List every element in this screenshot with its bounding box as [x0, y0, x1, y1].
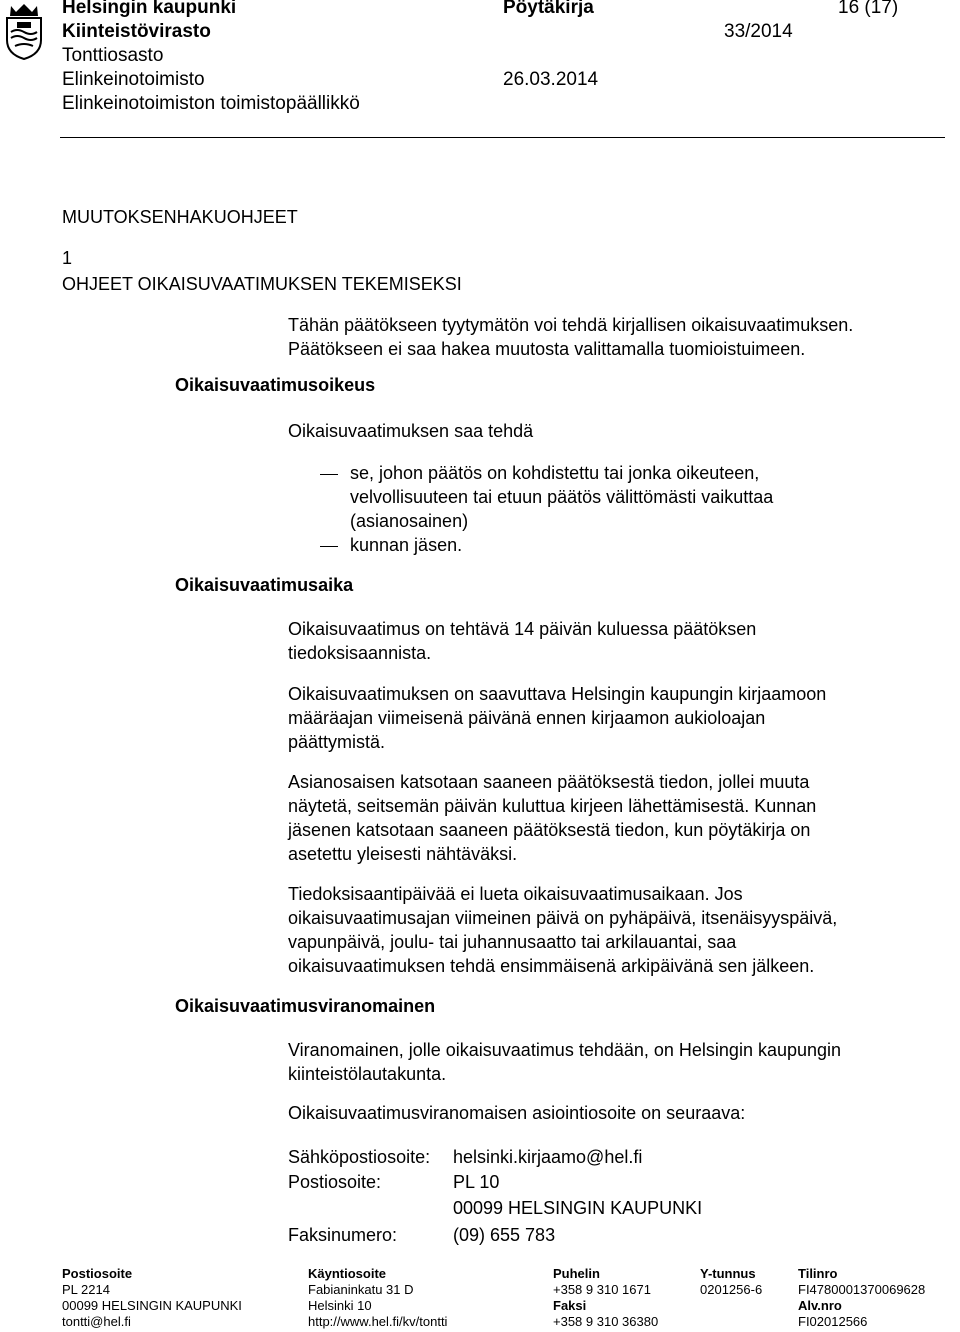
text-line: oikaisuvaatimusajan viimeinen päivä on pyhäpäivä, itsenäisyyspäivä,	[288, 908, 838, 928]
footer-phone-column	[553, 1266, 658, 1330]
doc-title: MUUTOKSENHAKUOHJEET	[62, 207, 298, 227]
text-line: Asianosaisen katsotaan saaneen päätöksestä tiedon, jollei muuta	[288, 772, 810, 792]
text-line: jäsenen katsotaan saaneen päätöksestä tiedon, kun pöytäkirja on	[288, 820, 811, 840]
footer-label: Y-tunnus	[700, 1266, 756, 1281]
helsinki-crest-logo	[3, 2, 45, 60]
postal-label: Postiosoite:	[288, 1172, 382, 1192]
intro-paragraph	[288, 313, 928, 361]
footer-label: Puhelin	[553, 1266, 600, 1281]
footer-value: Fabianinkatu 31 D	[308, 1282, 414, 1297]
bullet-dash	[320, 474, 338, 475]
aika-paragraph-3	[288, 770, 928, 866]
header-doc-type: Pöytäkirja	[503, 0, 594, 18]
header-minutes-number: 33/2014	[724, 21, 793, 42]
viranomainen-paragraph-1	[288, 1038, 928, 1086]
oikeus-item-2: kunnan jäsen.	[350, 535, 463, 555]
heading-oikaisuvaatimusoikeus: Oikaisuvaatimusoikeus	[175, 375, 376, 395]
footer-value: FI4780001370069628	[798, 1282, 926, 1297]
footer-account-column	[798, 1266, 925, 1330]
header-date: 26.03.2014	[503, 69, 599, 90]
footer-label: Tilinro	[798, 1266, 838, 1281]
viranomainen-paragraph-2: Oikaisuvaatimusviranomaisen asiointiosoite on seuraava:	[288, 1103, 746, 1123]
text-line: velvollisuuteen tai etuun päätös välittömästi vaikuttaa	[350, 487, 774, 507]
footer-label: Faksi	[553, 1298, 587, 1313]
text-line: oikaisuvaatimuksen tehdä ensimmäisenä arkipäivänä sen jälkeen.	[288, 956, 815, 976]
footer-label: Käyntiosoite	[308, 1266, 387, 1281]
text-line: kiinteistölautakunta.	[288, 1064, 447, 1084]
footer-label: Postiosoite	[62, 1266, 133, 1281]
text-line: asetettu yleisesti nähtäväksi.	[288, 844, 518, 864]
email-label: Sähköpostiosoite:	[288, 1147, 431, 1167]
text-line: Oikaisuvaatimus on tehtävä 14 päivän kuluessa päätöksen	[288, 619, 757, 639]
text-line: (asianosainen)	[350, 511, 469, 531]
footer-value: 0201256-6	[700, 1282, 763, 1297]
header-department: Kiinteistövirasto	[62, 21, 211, 42]
bullet-dash	[320, 546, 338, 547]
footer-web-link[interactable]: http://www.hel.fi/kv/tontti	[308, 1314, 448, 1329]
footer-value: +358 9 310 36380	[553, 1314, 659, 1329]
oikeus-lead: Oikaisuvaatimuksen saa tehdä	[288, 421, 534, 441]
postal-value-line1: PL 10	[453, 1172, 500, 1192]
footer-value: PL 2214	[62, 1282, 110, 1297]
footer-label: Alv.nro	[798, 1298, 842, 1313]
text-line: Viranomainen, jolle oikaisuvaatimus tehdään, on Helsingin kaupungin	[288, 1040, 842, 1060]
postal-value-line2: 00099 HELSINGIN KAUPUNKI	[453, 1198, 703, 1218]
text-line: Tiedoksisaantipäivää ei lueta oikaisuvaatimusaikaan. Jos	[288, 884, 743, 904]
footer-value: Helsinki 10	[308, 1298, 372, 1313]
text-line: määräajan viimeisenä päivänä ennen kirjaamon aukioloajan	[288, 708, 766, 728]
footer-value: 00099 HELSINGIN KAUPUNKI	[62, 1298, 242, 1313]
aika-paragraph-2	[288, 682, 928, 754]
text-line: Päätökseen ei saa hakea muutosta valittamalla tuomioistuimeen.	[288, 339, 806, 359]
footer-value: +358 9 310 1671	[553, 1282, 651, 1297]
header-org: Helsingin kaupunki	[62, 0, 237, 18]
text-line: Oikaisuvaatimuksen on saavuttava Helsingin kaupungin kirjaamoon	[288, 684, 827, 704]
fax-value: (09) 655 783	[453, 1225, 556, 1245]
email-value[interactable]: helsinki.kirjaamo@hel.fi	[453, 1147, 643, 1167]
aika-paragraph-4	[288, 882, 928, 978]
fax-label: Faksinumero:	[288, 1225, 398, 1245]
text-line: näytetä, seitsemän päivän kuluttua kirjeen lähettämisestä. Kunnan	[288, 796, 817, 816]
header-divider	[60, 137, 945, 138]
text-line: päättymistä.	[288, 732, 386, 752]
footer-postal-column	[62, 1266, 242, 1330]
text-line: se, johon päätös on kohdistettu tai jonka oikeuteen,	[350, 463, 760, 483]
section-number: 1	[62, 248, 73, 268]
text-line: Tähän päätökseen tyytymätön voi tehdä kirjallisen oikaisuvaatimuksen.	[288, 315, 854, 335]
text-line: vapunpäivä, joulu- tai juhannusaatto tai arkilauantai, saa	[288, 932, 737, 952]
text-line: tiedoksisaannista.	[288, 643, 432, 663]
aika-paragraph-1	[288, 617, 928, 665]
heading-oikaisuvaatimusviranomainen: Oikaisuvaatimusviranomainen	[175, 996, 436, 1016]
header-unit: Elinkeinotoimisto	[62, 69, 205, 90]
heading-oikaisuvaatimusaika: Oikaisuvaatimusaika	[175, 575, 354, 595]
section-title: OHJEET OIKAISUVAATIMUKSEN TEKEMISEKSI	[62, 274, 462, 294]
footer-value: FI02012566	[798, 1314, 868, 1329]
header-office: Tonttiosasto	[62, 45, 164, 66]
footer-visit-column	[308, 1266, 447, 1330]
footer-email-link[interactable]: tontti@hel.fi	[62, 1314, 131, 1329]
header-official: Elinkeinotoimiston toimistopäällikkö	[62, 93, 360, 114]
header-page-number: 16 (17)	[838, 0, 899, 18]
oikeus-item-1	[350, 461, 960, 533]
footer-business-id-column	[700, 1266, 762, 1298]
